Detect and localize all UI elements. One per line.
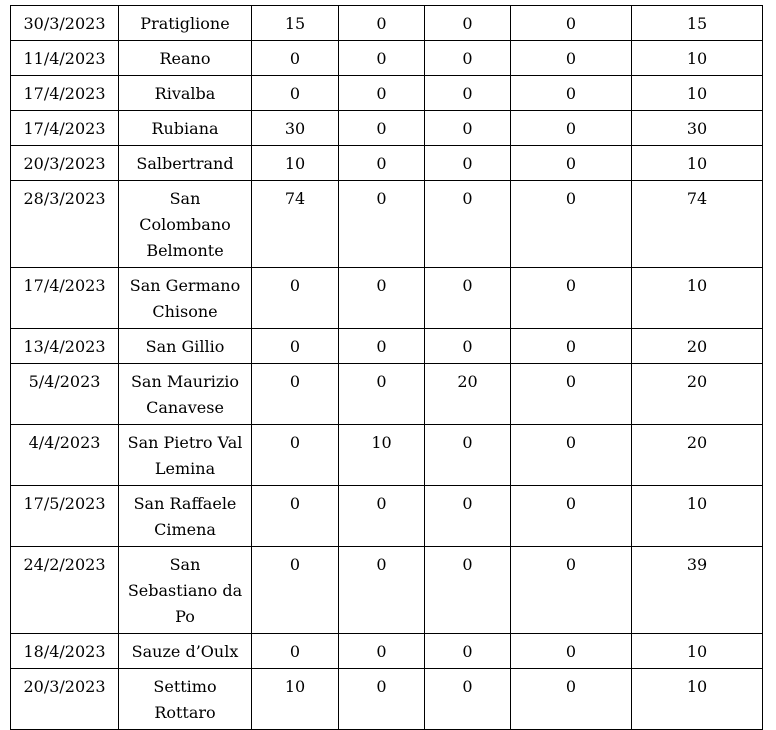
value-cell-3: 0 bbox=[425, 146, 511, 181]
value-cell-1: 30 bbox=[252, 111, 339, 146]
value-cell-3: 20 bbox=[425, 364, 511, 425]
total-cell: 10 bbox=[632, 634, 763, 669]
value-cell-1: 10 bbox=[252, 669, 339, 730]
date-cell: 13/4/2023 bbox=[11, 329, 119, 364]
municipality-cell: Pratiglione bbox=[119, 6, 252, 41]
value-cell-4: 0 bbox=[511, 76, 632, 111]
value-cell-3: 0 bbox=[425, 181, 511, 268]
value-cell-3: 0 bbox=[425, 547, 511, 634]
date-cell: 17/5/2023 bbox=[11, 486, 119, 547]
value-cell-3: 0 bbox=[425, 41, 511, 76]
value-cell-2: 0 bbox=[339, 634, 425, 669]
total-cell: 15 bbox=[632, 6, 763, 41]
table-row bbox=[11, 41, 763, 76]
table-row bbox=[11, 146, 763, 181]
value-cell-3: 0 bbox=[425, 634, 511, 669]
value-cell-1: 10 bbox=[252, 146, 339, 181]
value-cell-1: 0 bbox=[252, 268, 339, 329]
value-cell-4: 0 bbox=[511, 6, 632, 41]
table-row bbox=[11, 425, 763, 486]
value-cell-4: 0 bbox=[511, 364, 632, 425]
value-cell-2: 0 bbox=[339, 329, 425, 364]
total-cell: 10 bbox=[632, 268, 763, 329]
date-cell: 17/4/2023 bbox=[11, 111, 119, 146]
municipality-cell: Sauze d’Oulx bbox=[119, 634, 252, 669]
value-cell-4: 0 bbox=[511, 669, 632, 730]
value-cell-2: 0 bbox=[339, 146, 425, 181]
value-cell-4: 0 bbox=[511, 41, 632, 76]
value-cell-4: 0 bbox=[511, 329, 632, 364]
municipality-cell: Rubiana bbox=[119, 111, 252, 146]
municipality-table bbox=[10, 5, 763, 730]
value-cell-1: 0 bbox=[252, 76, 339, 111]
value-cell-4: 0 bbox=[511, 181, 632, 268]
value-cell-4: 0 bbox=[511, 634, 632, 669]
table-row bbox=[11, 547, 763, 634]
municipality-cell: San Germano Chisone bbox=[119, 268, 252, 329]
municipality-cell: San Pietro Val Lemina bbox=[119, 425, 252, 486]
value-cell-2: 0 bbox=[339, 486, 425, 547]
total-cell: 10 bbox=[632, 41, 763, 76]
total-cell: 10 bbox=[632, 146, 763, 181]
value-cell-3: 0 bbox=[425, 329, 511, 364]
value-cell-1: 0 bbox=[252, 364, 339, 425]
table-row bbox=[11, 364, 763, 425]
date-cell: 20/3/2023 bbox=[11, 669, 119, 730]
total-cell: 10 bbox=[632, 76, 763, 111]
value-cell-4: 0 bbox=[511, 146, 632, 181]
value-cell-3: 0 bbox=[425, 76, 511, 111]
value-cell-1: 0 bbox=[252, 329, 339, 364]
value-cell-3: 0 bbox=[425, 486, 511, 547]
total-cell: 74 bbox=[632, 181, 763, 268]
value-cell-2: 0 bbox=[339, 547, 425, 634]
value-cell-1: 0 bbox=[252, 547, 339, 634]
municipality-cell: San Gillio bbox=[119, 329, 252, 364]
value-cell-3: 0 bbox=[425, 111, 511, 146]
table-row bbox=[11, 268, 763, 329]
table-row bbox=[11, 181, 763, 268]
value-cell-2: 10 bbox=[339, 425, 425, 486]
municipality-cell: Reano bbox=[119, 41, 252, 76]
value-cell-1: 0 bbox=[252, 486, 339, 547]
value-cell-4: 0 bbox=[511, 268, 632, 329]
value-cell-1: 15 bbox=[252, 6, 339, 41]
municipality-cell: Settimo Rottaro bbox=[119, 669, 252, 730]
value-cell-3: 0 bbox=[425, 425, 511, 486]
value-cell-2: 0 bbox=[339, 268, 425, 329]
municipality-cell: San Colombano Belmonte bbox=[119, 181, 252, 268]
date-cell: 4/4/2023 bbox=[11, 425, 119, 486]
municipality-cell: Salbertrand bbox=[119, 146, 252, 181]
value-cell-1: 0 bbox=[252, 634, 339, 669]
value-cell-3: 0 bbox=[425, 669, 511, 730]
total-cell: 10 bbox=[632, 486, 763, 547]
table-row bbox=[11, 669, 763, 730]
municipality-cell: Rivalba bbox=[119, 76, 252, 111]
table-row bbox=[11, 486, 763, 547]
value-cell-4: 0 bbox=[511, 425, 632, 486]
total-cell: 20 bbox=[632, 364, 763, 425]
table-row bbox=[11, 6, 763, 41]
municipality-cell: San Raffaele Cimena bbox=[119, 486, 252, 547]
total-cell: 39 bbox=[632, 547, 763, 634]
value-cell-3: 0 bbox=[425, 268, 511, 329]
value-cell-1: 74 bbox=[252, 181, 339, 268]
value-cell-2: 0 bbox=[339, 41, 425, 76]
total-cell: 10 bbox=[632, 669, 763, 730]
value-cell-2: 0 bbox=[339, 6, 425, 41]
total-cell: 20 bbox=[632, 329, 763, 364]
date-cell: 17/4/2023 bbox=[11, 76, 119, 111]
date-cell: 17/4/2023 bbox=[11, 268, 119, 329]
value-cell-4: 0 bbox=[511, 547, 632, 634]
municipality-cell: San Maurizio Canavese bbox=[119, 364, 252, 425]
table-row bbox=[11, 76, 763, 111]
municipality-cell: San Sebastiano da Po bbox=[119, 547, 252, 634]
value-cell-2: 0 bbox=[339, 111, 425, 146]
date-cell: 5/4/2023 bbox=[11, 364, 119, 425]
value-cell-2: 0 bbox=[339, 364, 425, 425]
value-cell-1: 0 bbox=[252, 425, 339, 486]
date-cell: 28/3/2023 bbox=[11, 181, 119, 268]
value-cell-4: 0 bbox=[511, 486, 632, 547]
table-row bbox=[11, 111, 763, 146]
total-cell: 30 bbox=[632, 111, 763, 146]
value-cell-2: 0 bbox=[339, 76, 425, 111]
date-cell: 11/4/2023 bbox=[11, 41, 119, 76]
date-cell: 20/3/2023 bbox=[11, 146, 119, 181]
value-cell-1: 0 bbox=[252, 41, 339, 76]
date-cell: 18/4/2023 bbox=[11, 634, 119, 669]
date-cell: 24/2/2023 bbox=[11, 547, 119, 634]
date-cell: 30/3/2023 bbox=[11, 6, 119, 41]
total-cell: 20 bbox=[632, 425, 763, 486]
value-cell-4: 0 bbox=[511, 111, 632, 146]
value-cell-2: 0 bbox=[339, 181, 425, 268]
value-cell-3: 0 bbox=[425, 6, 511, 41]
value-cell-2: 0 bbox=[339, 669, 425, 730]
table-row bbox=[11, 634, 763, 669]
table-row bbox=[11, 329, 763, 364]
